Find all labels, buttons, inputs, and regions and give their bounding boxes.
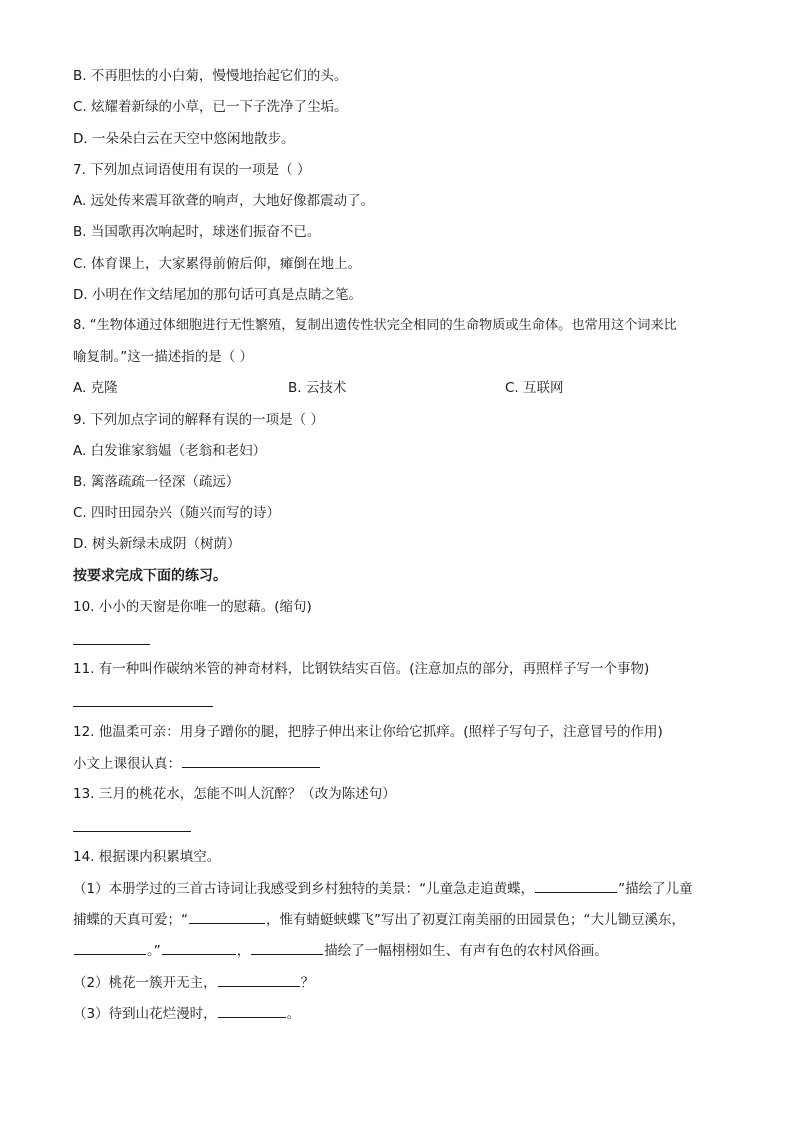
q8-option-b: B. 云技术 <box>288 380 347 396</box>
q8-option-c: C. 互联网 <box>505 380 564 396</box>
question-13: 13. 三月的桃花水，怎能不叫人沉醉？（改为陈述句） <box>73 786 396 802</box>
q14-blank-7[interactable] <box>218 1003 286 1018</box>
option-d-cloud: D. 一朵朵白云在天空中悠闲地散步。 <box>73 131 295 147</box>
q7-option-b: B. 当国歌再次响起时，球迷们振奋不已。 <box>73 224 321 240</box>
question-14: 14. 根据课内积累填空。 <box>73 849 221 865</box>
q12-answer-blank[interactable] <box>182 753 320 768</box>
q14-part3 <box>73 1003 300 1024</box>
q14-part1-text-g: 描绘了一幅栩栩如生、有声有色的农村风俗画。 <box>324 943 608 959</box>
question-12: 12. 他温柔可亲：用身子蹭你的腿，把脖子伸出来让你给它抓痒。(照样子写句子，注意冒号的作用) <box>73 724 663 740</box>
q14-part3-text-a: （3）待到山花烂漫时， <box>73 1006 217 1022</box>
q14-part2-text-a: （2）桃花一簇开无主， <box>73 975 217 991</box>
q7-option-c: C. 体育课上，大家累得前俯后仰，瘫倒在地上。 <box>73 256 362 272</box>
q12-prompt: 小文上课很认真： <box>73 756 181 772</box>
q8-option-a: A. 克隆 <box>73 380 118 396</box>
question-9: 9. 下列加点字词的解释有误的一项是（ ） <box>73 412 324 428</box>
question-8-line2: 喻复制。”这一描述指的是（ ） <box>73 349 254 365</box>
q14-part1-line1 <box>73 878 693 899</box>
q14-part1-text-c: 捕蝶的天真可爱；“ <box>73 912 188 928</box>
q14-part1-text-f: ， <box>236 943 251 959</box>
q9-option-b: B. 篱落疏疏一径深（疏远） <box>73 474 240 490</box>
q11-answer-line[interactable] <box>73 706 213 707</box>
q14-blank-3[interactable] <box>74 940 146 955</box>
q14-part1-text-d: ，惟有蜻蜓蛱蝶飞”写出了初夏江南美丽的田园景色；“大儿锄豆溪东， <box>266 912 685 928</box>
question-10: 10. 小小的天窗是你唯一的慰藉。(缩句) <box>73 599 312 615</box>
q7-option-d: D. 小明在作文结尾加的那句话可真是点睛之笔。 <box>73 287 362 303</box>
q14-part1-line2 <box>73 909 685 930</box>
section-heading: 按要求完成下面的练习。 <box>73 568 227 584</box>
q13-answer-line[interactable] <box>73 831 191 832</box>
q14-blank-5[interactable] <box>251 940 323 955</box>
q7-option-a: A. 远处传来震耳欲聋的响声，大地好像都震动了。 <box>73 193 375 209</box>
q14-blank-1[interactable] <box>535 878 617 893</box>
option-c-grass: C. 炫耀着新绿的小草，已一下子洗净了尘垢。 <box>73 99 348 115</box>
q14-part1-text-e: 。” <box>147 943 161 959</box>
q10-answer-line[interactable] <box>73 644 150 645</box>
q14-part1-line3 <box>73 940 608 961</box>
q14-part1-text-b: ”描绘了儿童 <box>618 881 693 897</box>
q9-option-c: C. 四时田园杂兴（随兴而写的诗） <box>73 505 281 521</box>
q14-part2-text-b: ？ <box>300 975 315 991</box>
option-b-daisy: B. 不再胆怯的小白菊，慢慢地抬起它们的头。 <box>73 68 348 84</box>
q14-blank-2[interactable] <box>189 909 265 924</box>
q14-part1-text-a: （1）本册学过的三首古诗词让我感受到乡村独特的美景：“儿童急走追黄蝶， <box>73 881 535 897</box>
question-11: 11. 有一种叫作碳纳米管的神奇材料，比钢铁结实百倍。(注意加点的部分，再照样子写一个事物) <box>73 661 650 677</box>
q14-blank-6[interactable] <box>218 972 300 987</box>
question-8-line1: 8. “生物体通过体细胞进行无性繁殖，复制出遗传性状完全相同的生命物质或生命体。也常用这个词来比 <box>73 318 677 333</box>
q8-options <box>73 378 733 398</box>
q12-example <box>73 753 321 774</box>
q14-blank-4[interactable] <box>162 940 236 955</box>
q9-option-d: D. 树头新绿未成阴（树荫） <box>73 536 241 552</box>
q9-option-a: A. 白发谁家翁媪（老翁和老妇） <box>73 443 267 459</box>
q14-part2 <box>73 972 314 993</box>
question-7: 7. 下列加点词语使用有误的一项是（ ） <box>73 162 311 178</box>
q14-part3-text-b: 。 <box>286 1006 301 1022</box>
